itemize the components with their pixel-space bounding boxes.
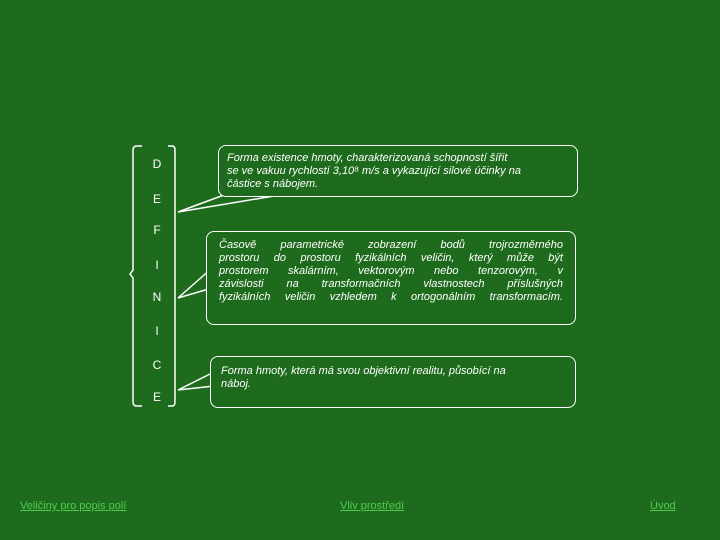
- word-letter: I: [155, 258, 159, 272]
- word-letter: E: [152, 390, 161, 404]
- callout-line: Forma existence hmoty, charakterizovaná schopností šířit: [227, 152, 508, 164]
- callout-line: náboj.: [221, 378, 251, 390]
- definition-callout-electromagnetic-field: [218, 145, 578, 197]
- callout-line: prostorem skalárním, vektorovým nebo tenzorovým, v: [219, 265, 563, 277]
- callout-line: fyzikálních veličin vzhledem k ortogonálním transformacím.: [219, 291, 563, 303]
- link-home[interactable]: Úvod: [650, 500, 676, 512]
- definition-callout-matter-form: [210, 356, 576, 408]
- word-letter: I: [155, 324, 159, 338]
- left-bracket: [130, 146, 142, 406]
- word-letter: F: [153, 223, 161, 237]
- right-bracket: [168, 146, 175, 406]
- callout-line: částice s nábojem.: [227, 178, 319, 190]
- callout-line: závislosti na transformačních vlastnostech příslušných: [219, 278, 563, 290]
- word-letter: E: [152, 192, 161, 206]
- word-letter: D: [152, 157, 162, 171]
- link-quantities-field-description[interactable]: Veličiny pro popis polí: [20, 500, 127, 512]
- callout-line: Časově parametrické zobrazení bodů trojrozměrného: [219, 239, 563, 251]
- callout-3-pointer: [178, 372, 214, 390]
- callout-line: Forma hmoty, která má svou objektivní realitu, působící na: [221, 365, 506, 377]
- definition-callout-field-mapping: [206, 231, 576, 325]
- word-letter: C: [152, 358, 162, 372]
- callout-line: prostoru do prostoru fyzikálních veličin, který může být: [219, 252, 563, 264]
- callout-line: se ve vakuu rychlostí 3,10⁸ m/s a vykazující silové účinky na: [227, 165, 521, 177]
- word-letter: N: [152, 290, 162, 304]
- link-medium-influence[interactable]: Vliv prostředí: [340, 500, 405, 512]
